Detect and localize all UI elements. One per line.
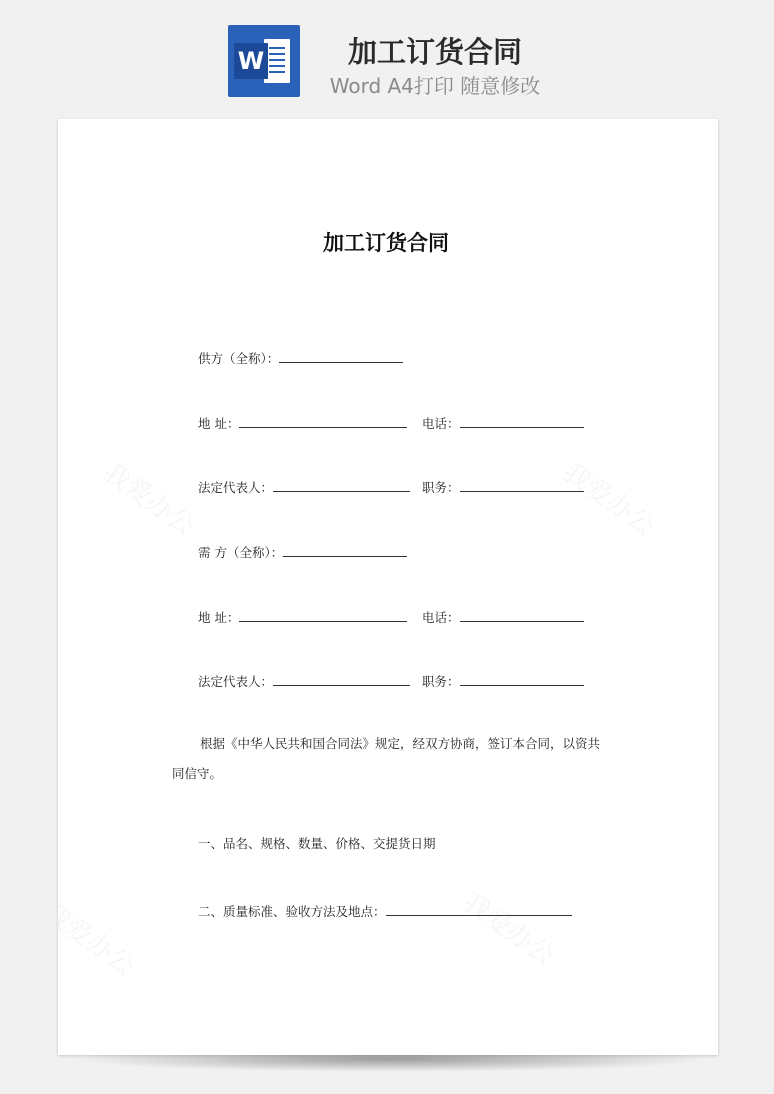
buyer-position-field[interactable] [460, 673, 584, 686]
buyer-rep-row [198, 672, 410, 690]
supplier-position-row [422, 478, 584, 496]
watermark [457, 883, 563, 973]
word-logo-letter: W [234, 43, 268, 79]
supplier-name-field[interactable] [279, 350, 403, 363]
section-1-heading: 一、品名、规格、数量、价格、交提货日期 [198, 836, 436, 851]
buyer-phone-row [422, 608, 584, 626]
buyer-address-field[interactable] [239, 609, 407, 622]
supplier-label: 供方（全称）： [198, 351, 280, 366]
legal-rep-label: 法定代表人： [198, 480, 274, 495]
watermark [557, 453, 663, 543]
supplier-phone-field[interactable] [460, 415, 584, 428]
buyer-position-row [422, 672, 584, 690]
buyer-address-row [198, 608, 407, 626]
buyer-phone-field[interactable] [460, 609, 584, 622]
supplier-position-field[interactable] [460, 479, 584, 492]
supplier-phone-row [422, 414, 584, 432]
intro-paragraph: 根据《中华人民共和国合同法》规定，经双方协商，签订本合同，以资共同信守。 [172, 736, 601, 781]
section-2-row [198, 902, 572, 920]
position-label: 职务： [422, 674, 460, 689]
word-icon [228, 25, 300, 97]
supplier-address-row [198, 414, 407, 432]
legal-rep-label: 法定代表人： [198, 674, 274, 689]
document-title: 加工订货合同 [323, 231, 449, 255]
buyer-rep-field[interactable] [273, 673, 410, 686]
section-2-label: 二、质量标准、验收方法及地点： [198, 904, 386, 919]
document-page [58, 119, 718, 1055]
phone-label: 电话： [422, 610, 460, 625]
phone-label: 电话： [422, 416, 460, 431]
buyer-row [198, 543, 407, 561]
supplier-address-field[interactable] [239, 415, 407, 428]
supplier-row [198, 349, 403, 367]
position-label: 职务： [422, 480, 460, 495]
address-label: 地 址： [198, 610, 240, 625]
banner-title: 加工订货合同 [347, 35, 522, 69]
buyer-label: 需 方（全称）： [198, 545, 284, 560]
supplier-rep-field[interactable] [273, 479, 410, 492]
watermark [97, 453, 203, 543]
address-label: 地 址： [198, 416, 240, 431]
buyer-name-field[interactable] [283, 544, 407, 557]
banner-subtitle: Word A4打印 随意修改 [329, 74, 541, 98]
header-banner [0, 0, 774, 110]
quality-standard-field[interactable] [386, 903, 572, 916]
watermark [58, 893, 143, 983]
supplier-rep-row [198, 478, 410, 496]
